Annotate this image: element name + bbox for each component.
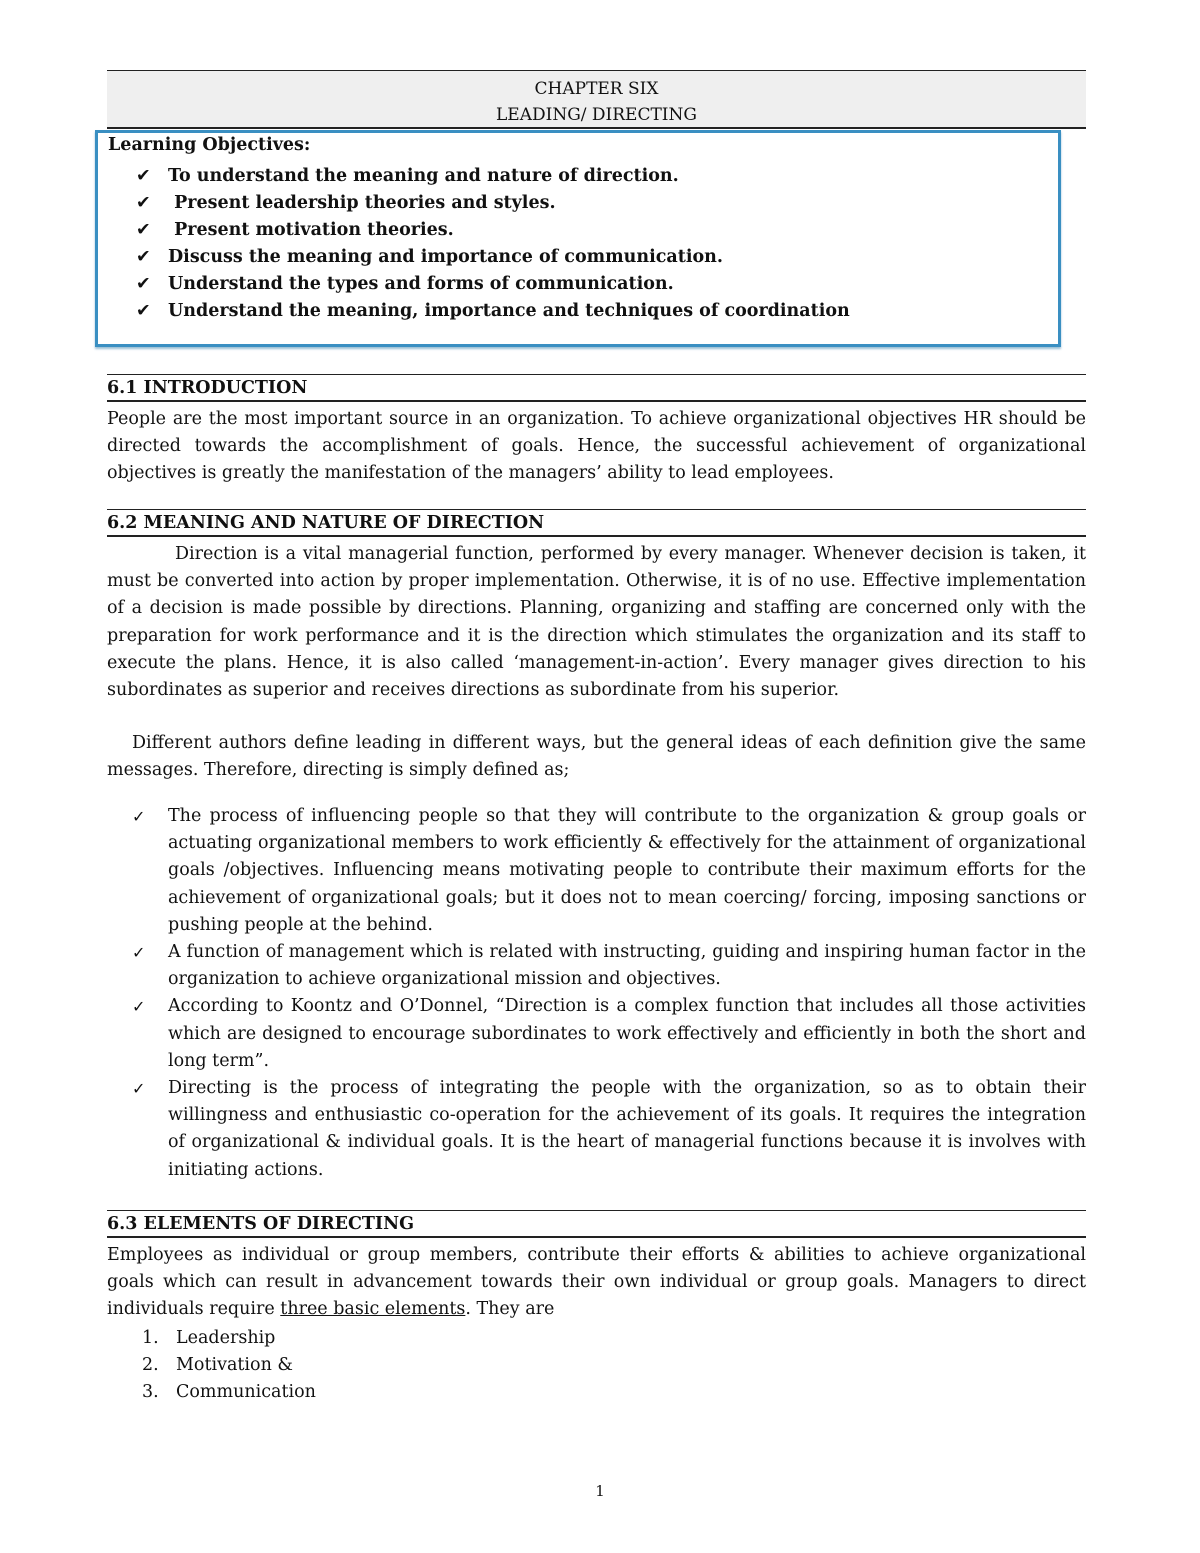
- definition-text: The process of influencing people so that they will contribute to the organization & group goals or actuating organizational members to work efficiently & effectively for the attainment of organizational goals /objectives. Influencing means motivating people to contribute their maximum efforts for the achievement of organizational goals; but it does not to mean coercing/ forcing, imposing sanctions or pushing people at the behind.: [168, 806, 1086, 935]
- chapter-header: [107, 70, 1086, 129]
- definitions-intro-paragraph: Different authors define leading in different ways, but the general ideas of each definition give the same messages. Therefore, directing is simply defined as;: [107, 733, 1086, 781]
- list-item: [136, 163, 850, 190]
- definition-text: Directing is the process of integrating the people with the organization, so as to obtain their willingness and enthusiastic co-operation for the achievement of its goals. It requires the integration of organizational & individual goals. It is the heart of managerial functions because it is involves with initiating actions.: [168, 1078, 1086, 1180]
- element-label: Communication: [176, 1382, 316, 1402]
- introduction-paragraph: People are the most important source in an organization. To achieve organizational objectives HR should be directed towards the accomplishment of goals. Hence, the successful achievement of organizational objectives is greatly the manifestation of the managers’ ability to lead employees.: [107, 409, 1086, 484]
- checkmark-icon: ✔: [136, 220, 151, 240]
- checkmark-icon: ✓: [132, 807, 146, 826]
- list-number: 1.: [142, 1328, 159, 1348]
- list-item: [132, 1075, 1086, 1184]
- section-heading-meaning-nature: 6.2 MEANING AND NATURE OF DIRECTION: [107, 509, 1086, 537]
- list-item: [136, 217, 850, 244]
- checkmark-icon: ✔: [136, 166, 151, 186]
- elements-underlined-phrase: three basic elements: [280, 1299, 466, 1320]
- definitions-list: [132, 803, 1086, 1184]
- list-item: [142, 1325, 316, 1352]
- learning-objectives-box: [95, 130, 1061, 347]
- objective-text: Present leadership theories and styles.: [168, 193, 556, 213]
- chapter-number: CHAPTER SIX: [534, 79, 659, 99]
- checkmark-icon: ✔: [136, 274, 151, 294]
- objective-text: To understand the meaning and nature of direction.: [168, 166, 679, 186]
- elements-text-end: . They are: [465, 1299, 555, 1320]
- element-label: Motivation &: [176, 1355, 293, 1375]
- list-item: [136, 190, 850, 217]
- elements-list: [142, 1325, 316, 1406]
- list-item: [132, 803, 1086, 939]
- list-number: 2.: [142, 1355, 159, 1375]
- objective-text: Understand the types and forms of communication.: [168, 274, 674, 294]
- checkmark-icon: ✓: [132, 943, 146, 963]
- checkmark-icon: ✔: [136, 301, 151, 321]
- objectives-title: Learning Objectives:: [108, 135, 311, 155]
- elements-text-start: Employees as individual or group members, contribute their efforts & abilities to achieve organizational goals which can result in advancement towards their own individual or group goals. Managers to direct individuals require: [107, 1245, 1086, 1320]
- section-heading-elements: 6.3 ELEMENTS OF DIRECTING: [107, 1210, 1086, 1238]
- direction-paragraph: Direction is a vital managerial function, performed by every manager. Whenever decision is taken, it must be converted into action by proper implementation. Otherwise, it is of no use. Effective implementation of a decision is made possible by directions. Planning, organizing and staffing are concerned only with the preparation for work performance and it is the direction which stimulates the organization and its staff to execute the plans. Hence, it is also called ‘management-in-action’. Every manager gives direction to his subordinates as superior and receives directions as subordinate from his superior.: [107, 544, 1086, 701]
- list-item: [132, 993, 1086, 1075]
- objective-text: Understand the meaning, importance and techniques of coordination: [168, 301, 850, 321]
- checkmark-icon: ✔: [136, 193, 151, 213]
- objectives-list: [136, 163, 850, 325]
- definition-text: According to Koontz and O’Donnel, “Direction is a complex function that includes all those activities which are designed to encourage subordinates to work effectively and efficiently in both the short and long term”.: [168, 996, 1086, 1071]
- checkmark-icon: ✔: [136, 247, 151, 267]
- list-item: [142, 1379, 316, 1406]
- chapter-title: LEADING/ DIRECTING: [496, 105, 697, 125]
- checkmark-icon: ✓: [132, 1079, 146, 1099]
- list-item: [136, 244, 850, 271]
- page-number: 1: [595, 1482, 605, 1500]
- list-item: [136, 298, 850, 325]
- objective-text: Present motivation theories.: [168, 220, 454, 240]
- checkmark-icon: ✓: [132, 997, 146, 1017]
- definition-text: A function of management which is related with instructing, guiding and inspiring human factor in the organization to achieve organizational mission and objectives.: [168, 942, 1086, 990]
- list-item: [142, 1352, 316, 1379]
- list-number: 3.: [142, 1382, 159, 1402]
- elements-paragraph: [107, 1242, 1086, 1324]
- list-item: [132, 939, 1086, 993]
- section-heading-introduction: 6.1 INTRODUCTION: [107, 374, 1086, 402]
- objective-text: Discuss the meaning and importance of communication.: [168, 247, 723, 267]
- list-item: [136, 271, 850, 298]
- element-label: Leadership: [176, 1328, 276, 1348]
